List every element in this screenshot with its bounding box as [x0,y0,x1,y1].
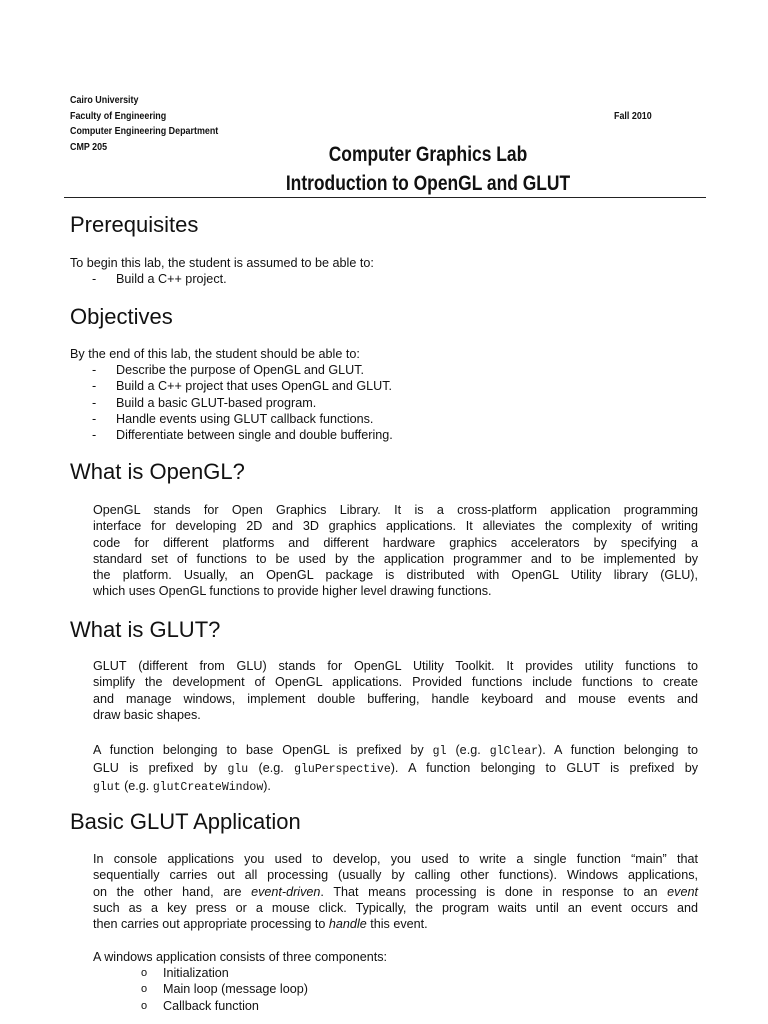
glut-heading: What is GLUT? [70,617,221,642]
doc-title-line1: Computer Graphics Lab [328,143,528,166]
components-list [138,965,308,1014]
faculty-name: Faculty of Engineering [70,109,167,122]
prerequisites-heading: Prerequisites [70,212,199,237]
university-name: Cairo University [70,94,139,106]
doc-title-line2: Introduction to OpenGL and GLUT [285,172,571,195]
list-item: o Callback function [141,998,259,1013]
objectives-list [70,362,393,443]
basic-app-heading: Basic GLUT Application [70,809,301,834]
objectives-intro: By the end of this lab, the student should be able to: [70,347,360,361]
department-name: Computer Engineering Department [70,125,219,137]
list-item: o Initialization [141,966,229,980]
list-item: o Main loop (message loop) [141,982,308,997]
list-item: - Describe the purpose of OpenGL and GLUT. [92,363,365,377]
components-intro: A windows application consists of three components: [93,950,388,964]
opengl-paragraph: OpenGL stands for Open Graphics Library. It is a cross-platform application programming interface for developing 2D and 3D graphics applications. It alleviates the complexity of writing code for different platforms and different hardware graphics accelerators by specifying a standard set of functions to be used by the application programmer and to be implemented by the platform. Usually, an OpenGL package is distributed with OpenGL Utility library (GLU), which uses OpenGL functions to provide higher level drawing functions. [93,503,698,599]
list-item: - Build a basic GLUT-based program. [92,395,317,410]
glut-paragraph: GLUT (different from GLU) stands for OpenGL Utility Toolkit. It provides utility functions to simplify the development of OpenGL applications. Provided functions include functions to create and manage windows, implement double buffering, handle keyboard and mouse events and draw basic shapes. [93,659,698,722]
prerequisites-list [70,271,227,287]
opengl-heading: What is OpenGL? [70,459,245,484]
list-item: - Handle events using GLUT callback functions. [92,411,374,426]
header-divider [64,197,706,198]
list-item: - Differentiate between single and double buffering. [92,428,393,443]
basic-app-paragraph: In console applications you used to develop, you used to write a single function “main” that sequentially carries out all processing (usually by calling other functions). Windows applications, on the other hand, are event-driven. That means processing is done in response to an event such as a key press or a mouse click. Typically, the program waits until an event occurs and then carries out appropriate processing to handle this event. [93,852,698,932]
prerequisites-intro: To begin this lab, the student is assumed to be able to: [70,256,374,270]
list-item: - Build a C++ project. [92,272,227,286]
course-code: CMP 205 [70,140,108,153]
objectives-heading: Objectives [70,304,173,329]
term-label: Fall 2010 [614,110,652,122]
glut-prefix-paragraph: A function belonging to base OpenGL is prefixed by gl (e.g. glClear). A function belonging to GLU is prefixed by glu (e.g. gluPerspective). A function belonging to GLUT is prefixed by glut (e.g. glutCreateWindow). [93,743,699,794]
list-item: - Build a C++ project that uses OpenGL and GLUT. [92,379,393,394]
